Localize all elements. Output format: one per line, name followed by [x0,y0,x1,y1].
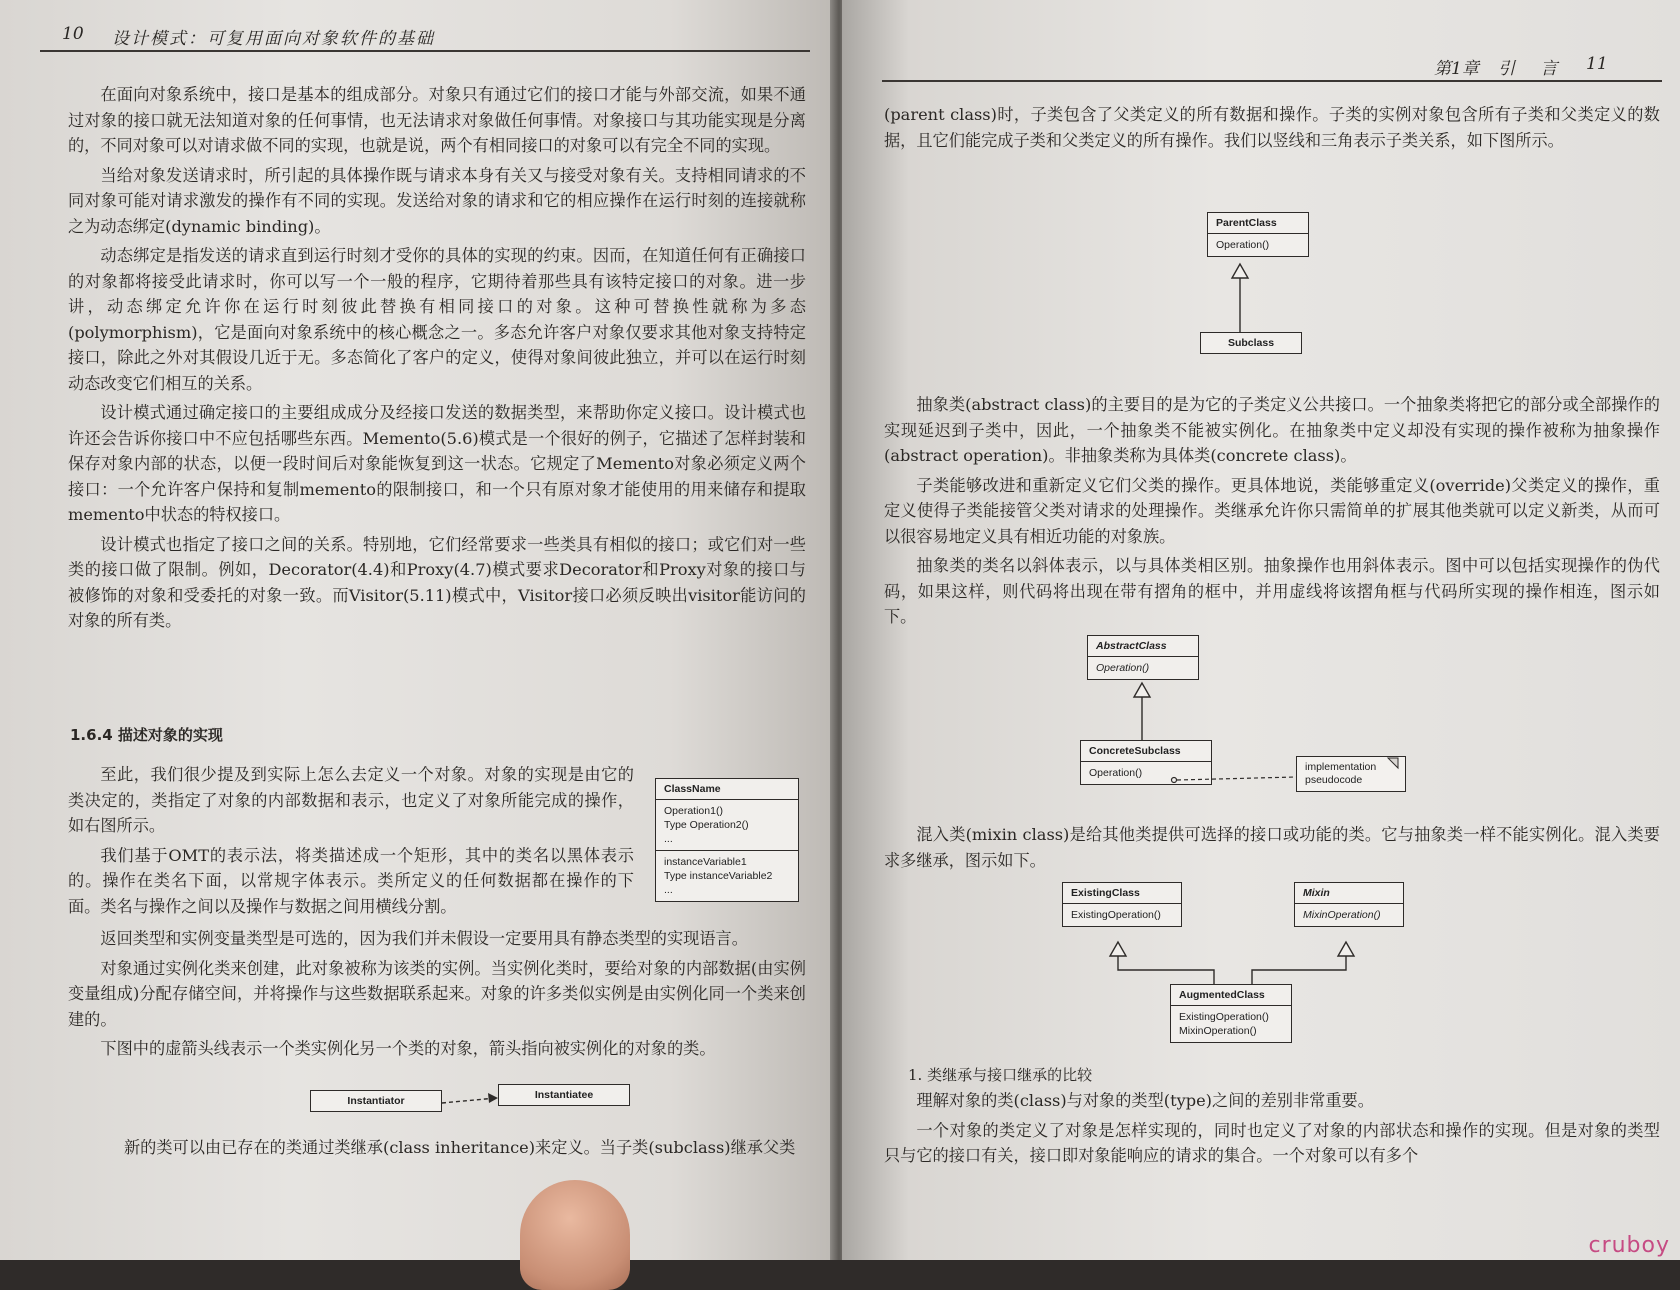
paragraph: 至此，我们很少提及到实际上怎么去定义一个对象。对象的实现是由它的类决定的，类指定了对象的内部数据和表示，也定义了对象所能完成的操作，如右图所示。 [68,765,634,835]
instantiatee-box: Instantiatee [498,1084,630,1106]
class-name: ConcreteSubclass [1081,741,1211,762]
class-name: AugmentedClass [1171,985,1291,1006]
variable: instanceVariable1 [664,856,747,868]
class-name: Mixin [1295,883,1403,904]
section-heading: 1.6.4 描述对象的实现 [70,726,223,744]
paragraph: 子类能够改进和重新定义它们父类的操作。更具体地说，类能够重定义(override)父类定义的操作，重定义使得子类能接管父类对请求的处理操作。类继承允许你只需简单的扩展其他类就可以定义新类，从而可以很容易地定义具有相近功能的对象族。 [884,475,1660,546]
operation: Operation() [1096,662,1150,674]
operation: Operation() [1089,767,1143,779]
operation: Operation1() [664,805,723,817]
paragraph: 下图中的虚箭头线表示一个类实例化另一个类的对象，箭头指向被实例化的对象的类。 [100,1039,716,1058]
class-name: ClassName [656,779,798,800]
right-end-text [884,1088,1660,1173]
note-line: implementation [1305,761,1377,773]
right-mixin-text [884,822,1660,877]
left-running-title: 设计模式：可复用面向对象软件的基础 [112,29,435,49]
paragraph: 动态绑定是指发送的请求直到运行时刻才受你的具体的实现的约束。因而，在知道任何有正确接口的对象都将接受此请求时，你可以写一个一般的程序，它期待着那些具有该特定接口的对象。进一步讲，动态绑定允许你在运行时刻彼此替换有相同接口的对象。这种可替换性就称为多态(polymorphism)，它是面向对象系统中的核心概念之一。多态允许客户对象仅要求其他对象支持特定接口，除此之外对其假设几近于无。多态简化了客户的定义，使得对象间彼此独立，并可以在运行时刻动态改变它们相互的关系。 [68,246,806,393]
operation: MixinOperation() [1179,1025,1257,1037]
paragraph: 抽象类(abstract class)的主要目的是为它的子类定义公共接口。一个抽象类将把它的部分或全部操作的实现延迟到子类中，因此，一个抽象类不能被实例化。在抽象类中定义却没有实现的操作被称为抽象操作(abstract operation)。非抽象类称为具体类(concrete class)。 [884,395,1660,465]
variable: ... [664,884,673,896]
thumb [520,1180,630,1290]
left-page [0,0,838,1260]
paragraph: 我们基于OMT的表示法，将类描述成一个矩形，其中的类名以黑体表示的。操作在类名下面，以常规字体表示。类所定义的任何数据都在操作的下面。类名与操作之间以及操作与数据之间用横线分割。 [68,845,634,916]
chapter-title: 引 言 [1498,59,1568,79]
watermark: cruboy [1588,1233,1670,1258]
instantiator-box: Instantiator [310,1090,442,1112]
paragraph: 一个对象的类定义了对象是怎样实现的，同时也定义了对象的内部状态和操作的实现。但是对象的类型只与它的接口有关，接口即对象能响应的请求的集合。一个对象可以有多个 [884,1120,1660,1165]
right-mid-text [884,392,1660,634]
paragraph: (parent class)时，子类包含了父类定义的所有数据和操作。子类的实例对象包含所有子类和父类定义的数据，且它们能完成子类和父类定义的所有操作。我们以竖线和三角表示子类关系，如下图所示。 [884,105,1660,150]
paragraph: 设计模式也指定了接口之间的关系。特别地，它们经常要求一些类具有相似的接口；或它们对一些类的接口做了限制。例如，Decorator(4.4)和Proxy(4.7)模式要求Decorator和Proxy对象的接口与被修饰的对象和受委托的对象一致。而Visitor(5.11)模式中，Visitor接口必须反映出visitor能访问的对象的所有类。 [68,534,806,630]
chapter-label: 第1章 [1434,59,1479,79]
subclass-box: Subclass [1200,332,1302,354]
paragraph: 在面向对象系统中，接口是基本的组成部分。对象只有通过它们的接口才能与外部交流，如果不通过对象的接口就无法知道对象的任何事情，也无法请求对象做任何事情。对象接口与其功能实现是分离的，不同对象可以对请求做不同的实现，也就是说，两个有相同接口的对象可以有完全不同的实现。 [68,85,806,155]
operation: MixinOperation() [1303,909,1381,921]
paragraph: 对象通过实例化类来创建，此对象被称为该类的实例。当实例化类时，要给对象的内部数据(由实例变量组成)分配存储空间，并将操作与这些数据联系起来。对象的许多类似实例是由实例化同一个类来创建的。 [68,958,806,1029]
class-name: ExistingClass [1063,883,1181,904]
operation: Operation() [1216,239,1270,251]
right-page-number: 11 [1586,54,1608,74]
left-page-number: 10 [62,24,84,44]
paragraph: 理解对象的类(class)与对象的类型(type)之间的差别非常重要。 [916,1091,1374,1110]
paragraph: 混入类(mixin class)是给其他类提供可选择的接口或功能的类。它与抽象类一样不能实例化。混入类要求多继承，图示如下。 [884,825,1660,870]
paragraph: 设计模式通过确定接口的主要组成成分及经接口发送的数据类型，来帮助你定义接口。设计模式也许还会告诉你接口中不应包括哪些东西。Memento(5.6)模式是一个很好的例子，它描述了怎样封装和保存对象内部的状态，以便一段时间后对象能恢复到这一状态。它规定了Memento对象必须定义两个接口：一个允许客户保持和复制memento的限制接口，和一个只有原对象才能使用的用来储存和提取memento中状态的特权接口。 [68,403,806,524]
right-page [842,0,1680,1260]
class-name: ParentClass [1208,213,1308,234]
class-name: AbstractClass [1088,636,1198,657]
paragraph: 返回类型和实例变量类型是可选的，因为我们并未假设一定要用具有静态类型的实现语言。 [100,929,748,948]
paragraph: 当给对象发送请求时，所引起的具体操作既与请求本身有关又与接受对象有关。支持相同请求的不同对象可能对请求激发的操作有不同的实现。发送给对象的请求和它的相应操作在运行时刻的连接就称之为动态绑定(dynamic binding)。 [68,165,806,236]
variable: Type instanceVariable2 [664,870,773,882]
left-last-line: 新的类可以由已存在的类通过类继承(class inheritance)来定义。当子类(subclass)继承父类 [124,1138,796,1157]
operation: ... [664,833,673,845]
subsection-heading: 1. 类继承与接口继承的比较 [908,1066,1093,1084]
paragraph: 抽象类的类名以斜体表示，以与具体类相区别。抽象操作也用斜体表示。图中可以包括实现操作的伪代码，如果这样，则代码将出现在带有摺角的框中，并用虚线将该摺角框与代码所实现的操作相连，图示如下。 [884,556,1660,626]
operation: ExistingOperation() [1179,1011,1269,1023]
operation: Type Operation2() [664,819,749,831]
operation: ExistingOperation() [1071,909,1161,921]
instantiation-arrow [0,0,838,1260]
note-line: pseudocode [1305,774,1363,786]
